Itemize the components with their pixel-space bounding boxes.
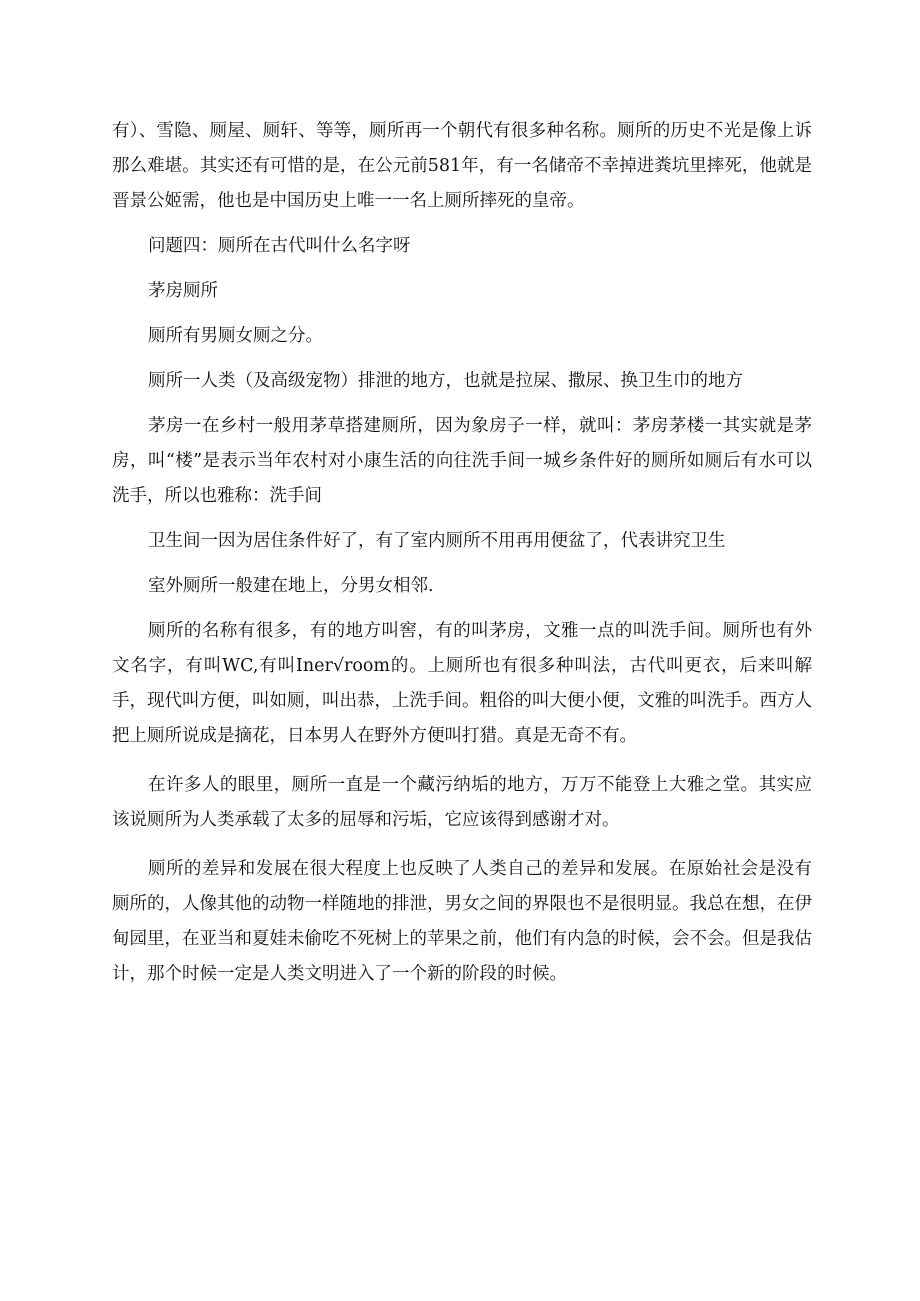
paragraph-gender-division: 厕所有男厕女厕之分。 [148, 326, 323, 346]
paragraph-question-four: 问题四：厕所在古代叫什么名字呀 [148, 236, 411, 256]
paragraph-weishengjian: 卫生间一因为居住条件好了，有了室内厕所不用再用便盆了，代表讲究卫生 [148, 531, 726, 551]
paragraph-maofang: 茅房一在乡村一般用茅草搭建厕所，因为象房子一样，就叫：茅房茅楼一其实就是茅房，叫“楼”是表示当年农村对小康生活的向往洗手间一城乡条件好的厕所如厕后有水可以洗手，所以也雅称：洗手间 [112, 416, 812, 506]
paragraph-outdoor-toilet: 室外厕所一般建在地上，分男女相邻. [148, 576, 434, 596]
paragraph-names: 厕所的名称有很多，有的地方叫窖，有的叫茅房，文雅一点的叫洗手间。厕所也有外文名字，有叫WC,有叫Iner√room的。上厕所也有很多种叫法，古代叫更衣，后来叫解手，现代叫方便，叫如厕，叫出恭，上洗手间。粗俗的叫大便小便，文雅的叫洗手。西方人把上厕所说成是摘花，日本男人在野外方便叫打猎。真是无奇不有。 [112, 621, 812, 746]
paragraph-continuation: 有）、雪隐、厕屋、厕轩、等等，厕所再一个朝代有很多种名称。厕所的历史不光是像上诉那么难堪。其实还有可惜的是，在公元前581年，有一名储帝不幸掉进粪坑里摔死，他就是晋景公姬需，他也是中国历史上唯一一名上厕所摔死的皇帝。 [112, 121, 812, 211]
document-body [112, 114, 812, 992]
paragraph-definition: 厕所一人类（及高级宠物）排泄的地方，也就是拉屎、撒尿、换卫生巾的地方 [148, 371, 743, 391]
paragraph-perception: 在许多人的眼里，厕所一直是一个藏污纳垢的地方，万万不能登上大雅之堂。其实应该说厕所为人类承载了太多的屈辱和污垢，它应该得到感谢才对。 [112, 775, 812, 830]
paragraph-development: 厕所的差异和发展在很大程度上也反映了人类自己的差异和发展。在原始社会是没有厕所的，人像其他的动物一样随地的排泄，男女之间的界限也不是很明显。我总在想，在伊甸园里，在亚当和夏娃未偷吃不死树上的苹果之前，他们有内急的时候，会不会。但是我估计，那个时候一定是人类文明进入了一个新的阶段的时候。 [112, 859, 812, 984]
paragraph-maofang-cesuo: 茅房厕所 [148, 281, 218, 301]
